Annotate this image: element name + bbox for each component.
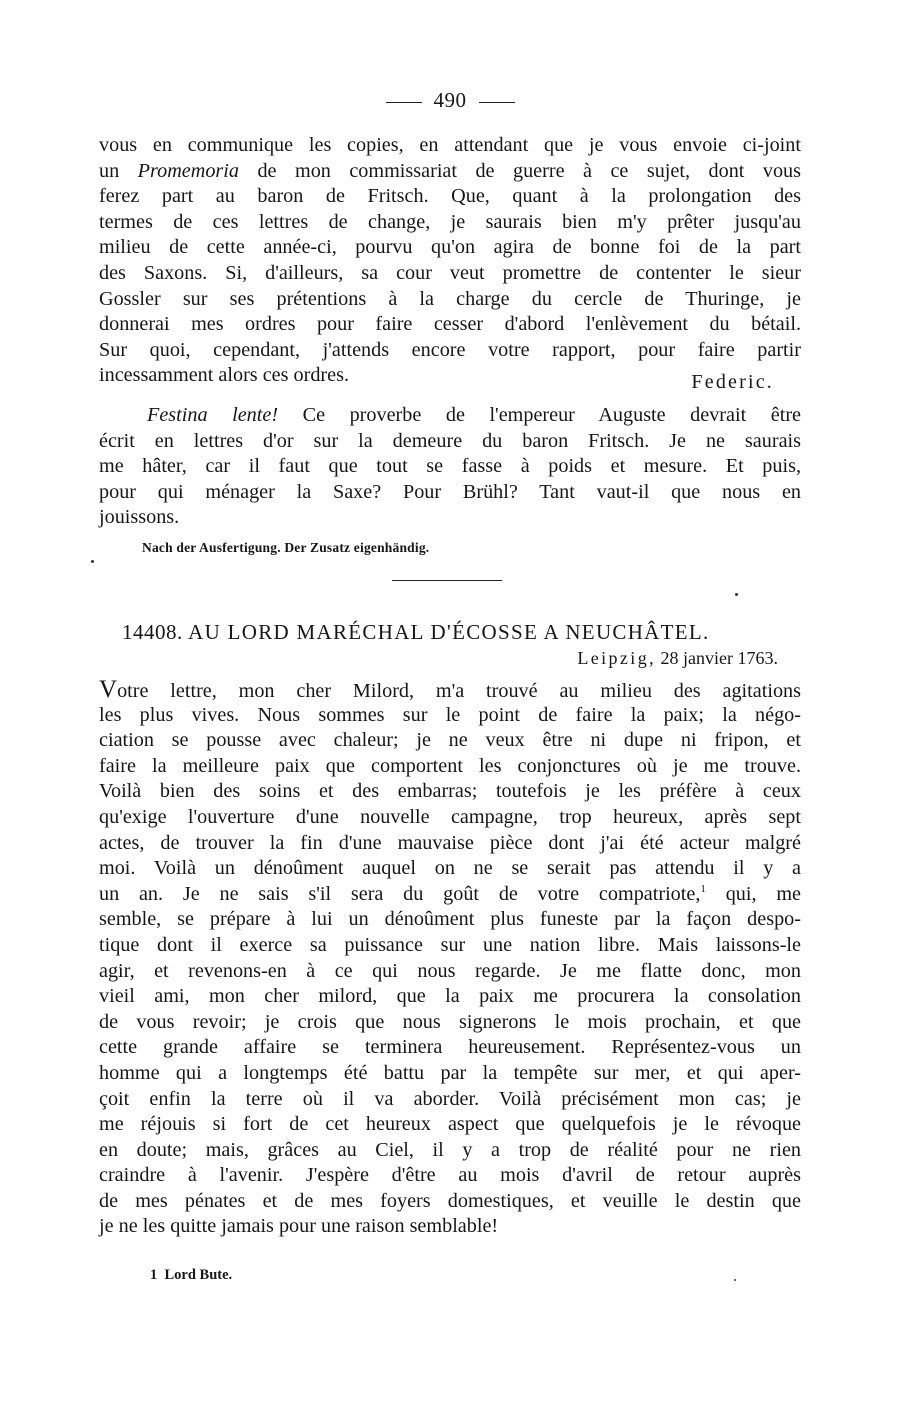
text-line: vous en communique les copies, en attendant que je vous envoie ci-joint	[99, 134, 801, 156]
festina-lente: Festina lente!	[147, 404, 279, 426]
footnote-reference: 1	[700, 882, 706, 895]
text-line: milieu de cette année-ci, pourvu qu'on agira de bonne foi de la part	[99, 236, 801, 259]
source-note: Nach der Ausfertigung. Der Zusatz eigenhändig.	[142, 540, 430, 555]
dateline	[577, 648, 778, 669]
text-line: écrit en lettres d'or sur la demeure du baron Fritsch. Je ne saurais	[99, 429, 801, 452]
text-line: des Saxons. Si, d'ailleurs, sa cour veut promettre de contenter le sieur	[99, 261, 801, 284]
text-line: donnerai mes ordres pour faire cesser d'abord l'enlèvement du bétail.	[99, 313, 801, 336]
text-line: Gossler sur ses prétentions à la charge du cercle de Thuringe, je	[99, 287, 801, 310]
text-line: qu'exige l'ouverture d'une nouvelle campagne, trop heureux, après sept	[99, 805, 801, 828]
initial-letter: V	[99, 676, 118, 703]
text-line: je ne les quitte jamais pour une raison semblable!	[99, 1215, 499, 1238]
text-fragment: otre lettre, mon cher Milord, m'a trouvé au milieu des agitations	[117, 680, 801, 702]
text-line: me réjouis si fort de cet heureux aspect que quelquefois je le révoque	[99, 1113, 801, 1136]
text-line: faire la meilleure paix que comportent les conjonctures où je me trouve.	[99, 754, 801, 777]
text-line: en doute; mais, grâces au Ciel, il y a trop de réalité pour ne rien	[99, 1138, 801, 1161]
text-line	[99, 882, 801, 908]
running-head	[0, 88, 900, 113]
date: 28 janvier 1763.	[660, 648, 778, 668]
text-line: Voilà bien des soins et des embarras; toutefois je les préfère à ceux	[99, 780, 801, 803]
letter-number: 14408.	[122, 620, 183, 644]
scan-speck	[735, 593, 738, 596]
text-fragment: un	[99, 159, 138, 182]
text-line: ferez part au baron de Fritsch. Que, quant à la prolongation des	[99, 185, 801, 208]
text-line: jouissons.	[99, 506, 180, 529]
left-dash	[386, 102, 422, 103]
text-line	[99, 159, 801, 185]
signature: Federic.	[691, 371, 774, 393]
text-line: de mes pénates et de mes foyers domestiques, et veuille le destin que	[99, 1189, 801, 1212]
text-fragment: un an. Je ne sais s'il sera du goût de votre compatriote,	[99, 882, 701, 905]
footnote	[150, 1267, 232, 1284]
text-fragment: de mon commissariat de guerre à ce sujet, dont vous	[238, 159, 802, 182]
text-line: les plus vives. Nous sommes sur le point de faire la paix; la négo-	[99, 703, 801, 726]
text-line: de vous revoir; je crois que nous signerons le mois prochain, et que	[99, 1010, 801, 1033]
text-line: homme qui a longtemps été battu par la tempête sur mer, et qui aper-	[99, 1061, 801, 1084]
place: Leipzig,	[577, 648, 657, 668]
text-fragment: Ce proverbe de l'empereur Auguste devrait être	[278, 404, 802, 426]
text-line: actes, de trouver la fin d'une mauvaise pièce dont j'ai été acteur malgré	[99, 831, 801, 854]
text-line: vieil ami, mon cher milord, que la paix me procurera la consolation	[99, 985, 801, 1008]
section-divider	[392, 580, 502, 581]
text-line: ciation se pousse avec chaleur; je ne veux être ni dupe ni fripon, et	[99, 729, 801, 752]
text-line: pour qui ménager la Saxe? Pour Brühl? Tant vaut-il que nous en	[99, 480, 801, 503]
footnote-marker: 1	[150, 1267, 158, 1283]
text-line: me hâter, car il faut que tout se fasse à poids et mesure. Et puis,	[99, 455, 801, 478]
text-line: tique dont il exerce sa puissance sur une nation libre. Mais laissons-le	[99, 933, 801, 956]
text-line: Sur quoi, cependant, j'attends encore votre rapport, pour faire partir	[99, 338, 801, 361]
text-line: termes de ces lettres de change, je saurais bien m'y prêter jusqu'au	[99, 210, 801, 233]
text-fragment: qui, me	[705, 882, 801, 905]
letter1-body	[99, 133, 801, 389]
footnote-text: Lord Bute.	[164, 1267, 233, 1283]
text-line: moi. Voilà un dénoûment auquel on ne se serait pas attendu il y a	[99, 857, 801, 880]
right-dash	[479, 102, 515, 103]
promemoria-term: Promemoria	[137, 159, 239, 182]
text-line: agir, et revenons-en à ce qui nous regarde. Je me flatte donc, mon	[99, 959, 801, 982]
page-number: 490	[433, 88, 467, 112]
letter-title: AU LORD MARÉCHAL D'ÉCOSSE A NEUCHÂTEL.	[188, 620, 710, 644]
postscript	[99, 403, 801, 531]
scan-speck	[91, 560, 94, 563]
text-line	[99, 677, 801, 703]
text-line: semble, se prépare à lui un dénoûment plus funeste par la façon despo-	[99, 908, 801, 931]
text-line	[99, 403, 801, 429]
letter-heading	[122, 620, 710, 645]
text-line: incessamment alors ces ordres.	[99, 364, 350, 387]
text-line: cette grande affaire se terminera heureusement. Représentez-vous un	[99, 1036, 801, 1059]
text-line: çoit enfin la terre où il va aborder. Voilà précisément mon cas; je	[99, 1087, 801, 1110]
scan-speck	[734, 1279, 736, 1281]
text-line: craindre à l'avenir. J'espère d'être au mois d'avril de retour auprès	[99, 1164, 801, 1187]
letter2-body	[99, 677, 801, 1240]
